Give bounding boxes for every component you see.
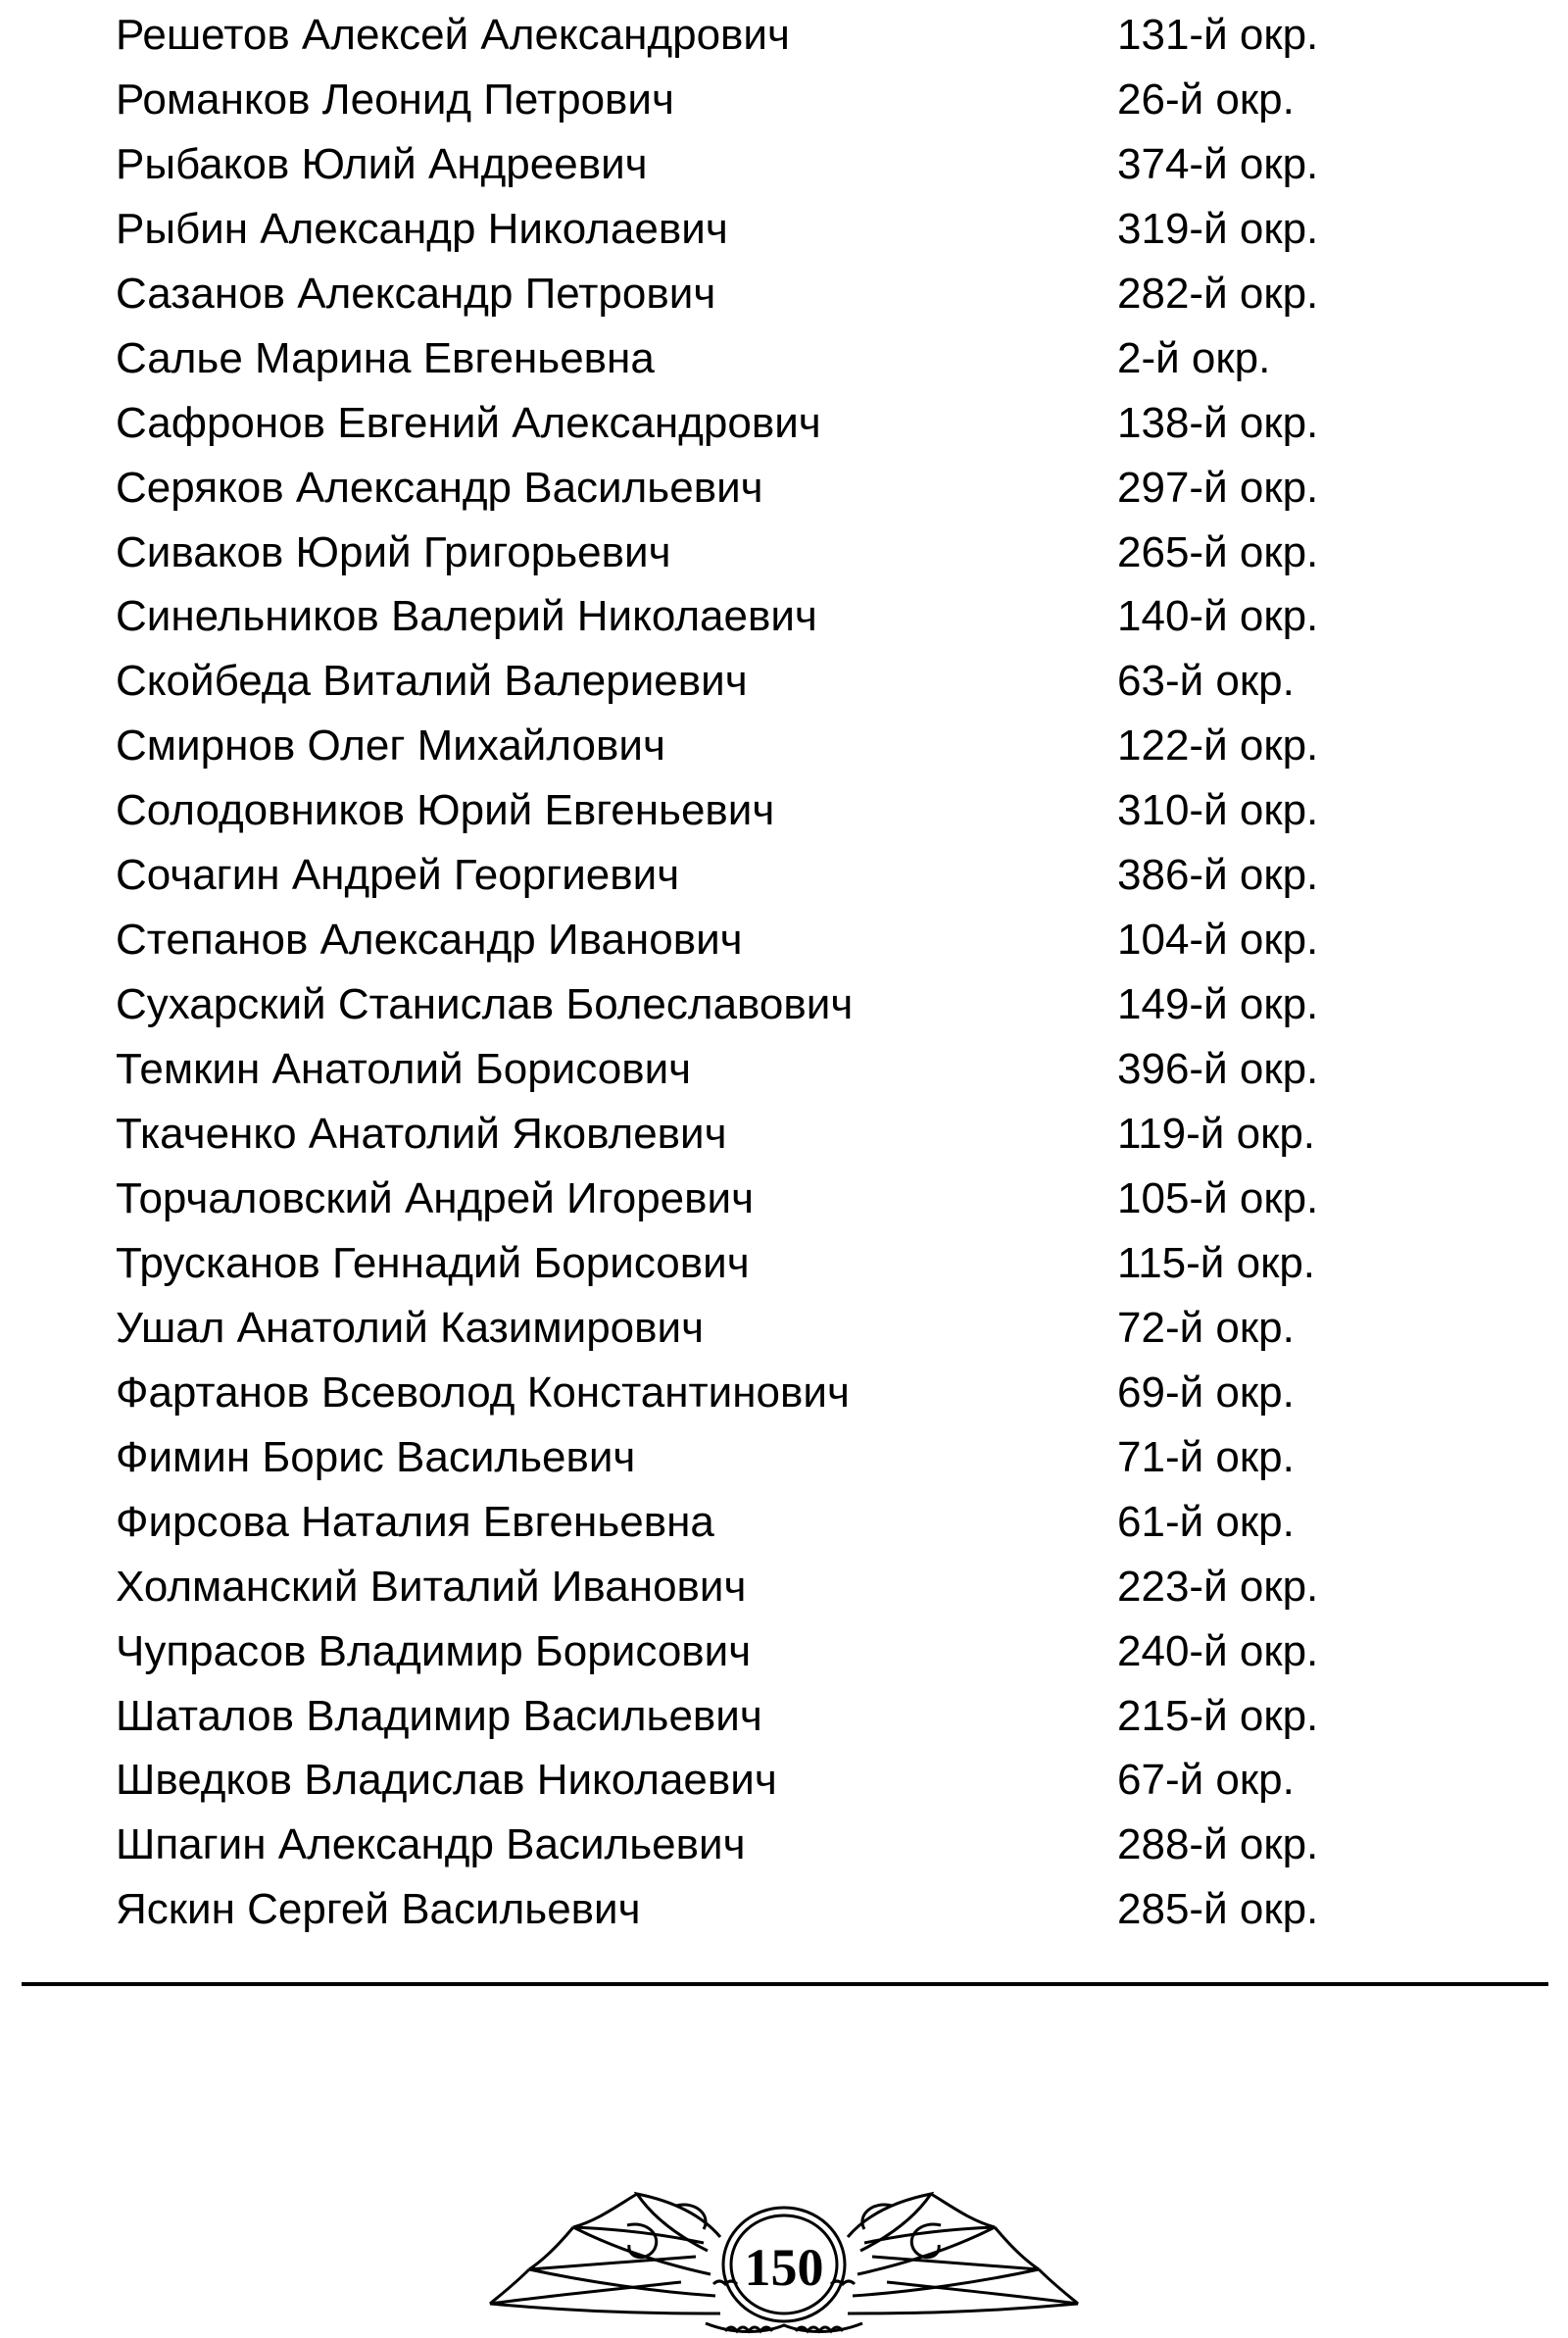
district-number: 285-й окр. [1117,1885,1319,1934]
district-number: 215-й окр. [1117,1691,1319,1740]
deputy-name: Рыбин Александр Николаевич [116,204,728,253]
district-number: 119-й окр. [1117,1110,1316,1159]
deputy-name: Степанов Александр Иванович [116,916,743,965]
district-number: 105-й окр. [1117,1173,1319,1222]
deputy-name: Фимин Борис Васильевич [116,1432,636,1481]
district-number: 63-й окр. [1117,657,1295,706]
list-item [0,1490,1568,1555]
deputy-name: Яскин Сергей Васильевич [116,1885,641,1934]
list-item [0,391,1568,456]
deputy-name: Шпагин Александр Васильевич [116,1820,746,1869]
list-item [0,326,1568,391]
list-item [0,908,1568,972]
list-item [0,843,1568,908]
district-number: 374-й окр. [1117,139,1319,188]
district-number: 265-й окр. [1117,527,1319,576]
district-number: 223-й окр. [1117,1562,1319,1611]
list-item [0,584,1568,649]
deputy-name: Трусканов Геннадий Борисович [116,1238,750,1287]
deputy-name: Фартанов Всеволод Константинович [116,1368,850,1417]
list-item [0,1361,1568,1425]
deputy-name: Салье Марина Евгеньевна [116,333,655,382]
deputy-name: Решетов Алексей Александрович [116,11,790,59]
deputy-name: Сазанов Александр Петрович [116,269,716,318]
deputy-name: Синельников Валерий Николаевич [116,592,817,641]
list-item [0,3,1568,68]
district-number: 140-й окр. [1117,592,1319,641]
deputy-name: Сафронов Евгений Александрович [116,398,821,447]
district-number: 71-й окр. [1117,1432,1295,1481]
list-item [0,1425,1568,1490]
deputy-name: Рыбаков Юлий Андреевич [116,139,648,188]
deputy-name: Фирсова Наталия Евгеньевна [116,1497,714,1546]
list-item [0,197,1568,262]
deputy-name: Шведков Владислав Николаевич [116,1756,777,1805]
list-item [0,1167,1568,1231]
deputy-name: Чупрасов Владимир Борисович [116,1626,752,1675]
list-item [0,972,1568,1037]
deputy-name: Шаталов Владимир Васильевич [116,1691,762,1740]
district-number: 319-й окр. [1117,204,1319,253]
list-item [0,1813,1568,1877]
deputy-name: Скойбеда Виталий Валериевич [116,657,748,706]
deputy-name: Холманский Виталий Иванович [116,1562,747,1611]
list-item [0,778,1568,843]
deputy-name: Смирнов Олег Михайлович [116,721,665,771]
list-item [0,1748,1568,1813]
list-item [0,649,1568,714]
district-number: 149-й окр. [1117,980,1319,1029]
district-number: 282-й окр. [1117,269,1319,318]
district-number: 240-й окр. [1117,1626,1319,1675]
district-number: 138-й окр. [1117,398,1319,447]
list-item [0,1877,1568,1942]
list-item [0,262,1568,326]
list-item [0,714,1568,778]
deputy-name: Сиваков Юрий Григорьевич [116,527,671,576]
list-item [0,1684,1568,1749]
district-number: 69-й окр. [1117,1368,1295,1417]
list-item [0,1102,1568,1167]
page-footer [480,2166,1088,2338]
list-item [0,456,1568,521]
district-number: 72-й окр. [1117,1303,1295,1352]
district-number: 122-й окр. [1117,721,1319,771]
list-item [0,1619,1568,1684]
district-number: 131-й окр. [1117,11,1319,59]
list-item [0,1231,1568,1296]
list-item [0,521,1568,585]
district-number: 61-й окр. [1117,1497,1295,1546]
deputy-name: Ушал Анатолий Казимирович [116,1303,705,1352]
list-item [0,68,1568,132]
district-number: 310-й окр. [1117,786,1319,835]
deputy-name: Сочагин Андрей Георгиевич [116,851,680,900]
district-number: 115-й окр. [1117,1238,1316,1287]
deputy-name: Серяков Александр Васильевич [116,463,763,512]
district-number: 26-й окр. [1117,75,1295,124]
deputy-name: Торчаловский Андрей Игоревич [116,1173,755,1222]
horizontal-rule [22,1982,1548,1986]
deputy-name: Ткаченко Анатолий Яковлевич [116,1110,727,1159]
deputy-name: Романков Леонид Петрович [116,75,674,124]
district-number: 104-й окр. [1117,916,1319,965]
list-item [0,1037,1568,1102]
list-item [0,1296,1568,1361]
deputy-name: Солодовников Юрий Евгеньевич [116,786,775,835]
deputy-name: Темкин Анатолий Борисович [116,1045,692,1094]
page-number: 150 [744,2238,824,2297]
district-number: 2-й окр. [1117,333,1271,382]
district-number: 288-й окр. [1117,1820,1319,1869]
district-number: 386-й окр. [1117,851,1319,900]
district-number: 297-й окр. [1117,463,1319,512]
list-item [0,1555,1568,1619]
list-item [0,132,1568,197]
deputy-name: Сухарский Станислав Болеславович [116,980,854,1029]
district-number: 67-й окр. [1117,1756,1295,1805]
district-number: 396-й окр. [1117,1045,1319,1094]
